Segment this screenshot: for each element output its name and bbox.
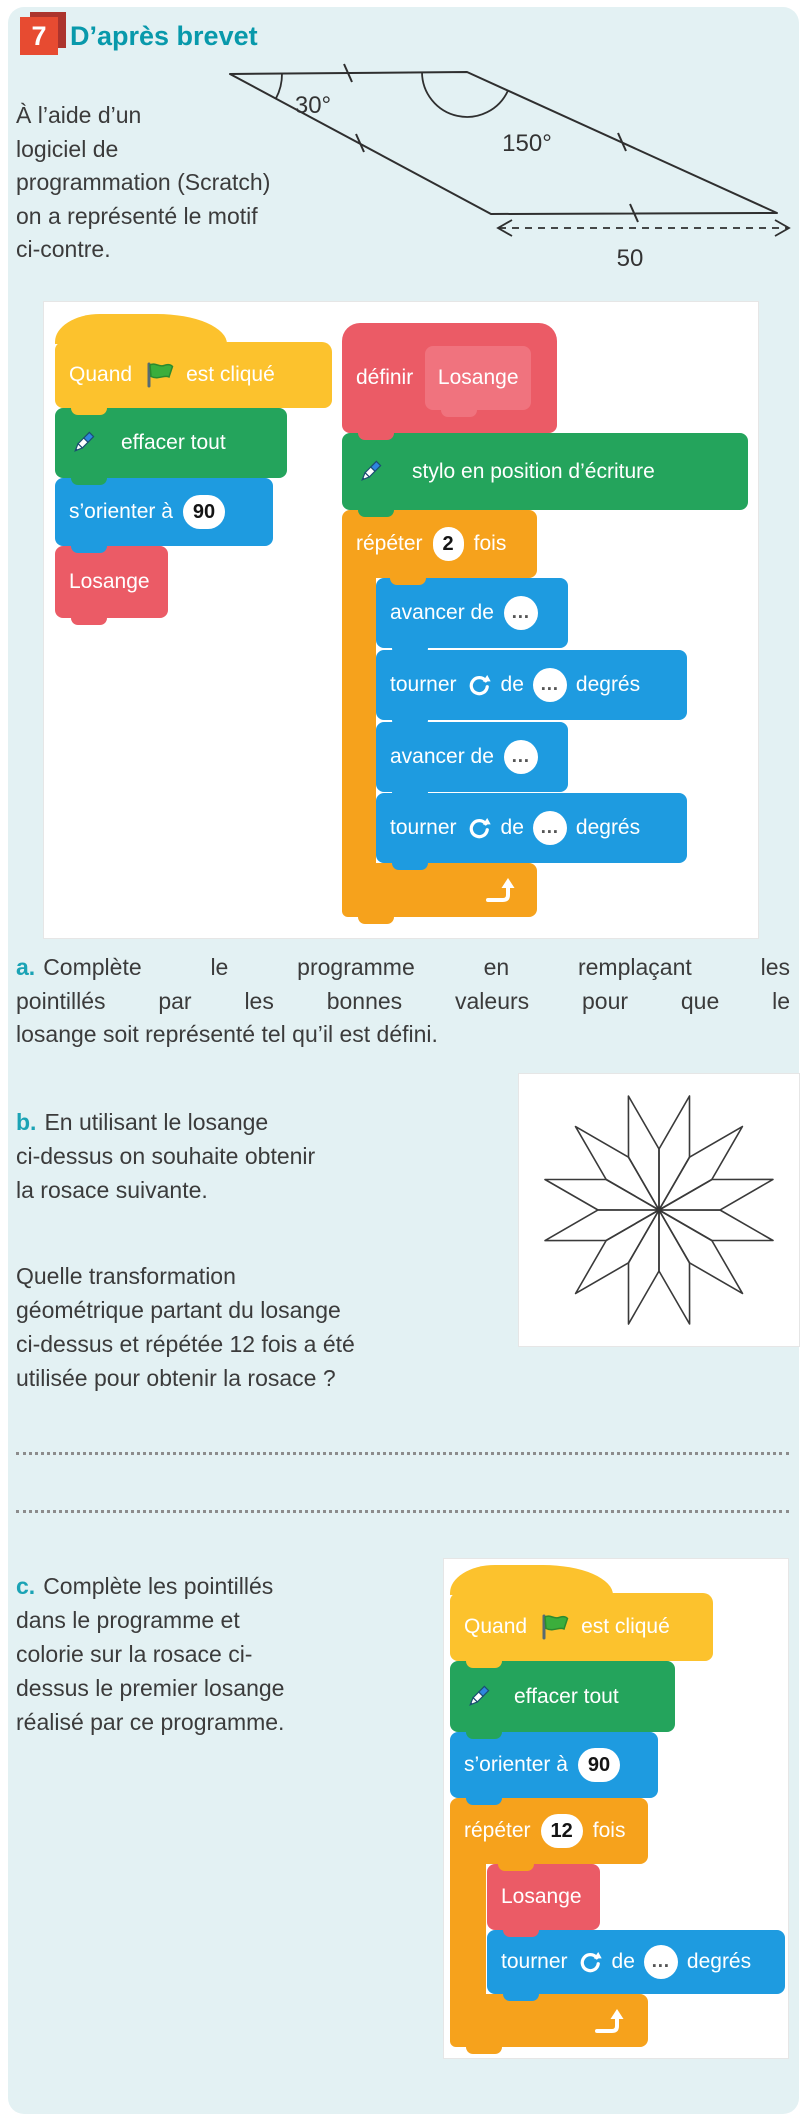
erase-all-label: effacer tout [514, 1684, 619, 1708]
question-b-line: ci-dessus et répétée 12 fois a été [16, 1331, 355, 1357]
pen-icon [464, 1683, 492, 1711]
repeat-label: répéter [464, 1819, 531, 1842]
question-b-line: la rosace suivante. [16, 1177, 208, 1203]
repeat-12-block-bottom [450, 1994, 648, 2047]
question-a-label: a. [16, 954, 36, 980]
turn-placeholder-bubble: … [533, 811, 567, 845]
orient-value-bubble: 90 [578, 1748, 620, 1782]
turn-label: tourner [501, 1950, 568, 1973]
exercise-number-badge [20, 17, 58, 55]
question-a-line: Complète le programme en remplaçant les [43, 954, 790, 980]
when-suffix-label: est cliqué [186, 363, 275, 386]
of-label: de [500, 673, 524, 696]
loop-arrow-icon [481, 874, 517, 906]
repeat-2-block-bottom [342, 863, 537, 917]
when-suffix-label: est cliqué [581, 1615, 670, 1638]
question-a-line: losange soit représenté tel qu’il est défini. [16, 1021, 438, 1047]
orient-label: s’orienter à [464, 1753, 568, 1776]
repeat-count-bubble: 12 [541, 1814, 583, 1848]
losange-call-label: Losange [501, 1885, 582, 1908]
question-c-label: c. [16, 1573, 36, 1599]
define-name-pill [425, 346, 531, 410]
green-flag-icon [537, 1613, 571, 1641]
turn-placeholder-bubble: … [644, 1945, 678, 1979]
degrees-label: degrés [575, 673, 641, 696]
erase-all-label: effacer tout [121, 431, 226, 454]
question-b-line: géométrique partant du losange [16, 1297, 341, 1323]
define-label: définir [356, 366, 414, 389]
rosace-figure [519, 1074, 799, 1346]
question-b-label: b. [16, 1109, 37, 1135]
move-block-2 [376, 722, 568, 792]
rosace-figure-box [518, 1073, 800, 1347]
intro-line: programmation (Scratch) [16, 169, 271, 195]
losange-call-block [487, 1864, 600, 1930]
question-c-line: réalisé par ce programme. [16, 1709, 285, 1735]
erase-all-block [55, 408, 287, 478]
answer-dotted-line [16, 1452, 789, 1455]
pen-icon [356, 458, 384, 486]
parallelogram-figure [185, 50, 803, 295]
answer-dotted-line [16, 1510, 789, 1513]
question-b-line: En utilisant le losange [44, 1109, 269, 1135]
intro-line: À l’aide d’un [16, 102, 142, 128]
intro-line: ci-contre. [16, 236, 111, 262]
angle-label-30: 30° [294, 92, 332, 119]
move-label: avancer de [390, 601, 494, 624]
move-placeholder-bubble: … [504, 596, 538, 630]
turn-block-2 [376, 793, 687, 863]
intro-line: logiciel de [16, 135, 119, 162]
green-flag-icon [142, 361, 176, 389]
question-b-question [16, 1259, 516, 1395]
losange-call-block [55, 546, 168, 618]
losange-call-label: Losange [69, 570, 150, 593]
question-b-line: utilisée pour obtenir la rosace ? [16, 1365, 336, 1391]
orient-value-bubble: 90 [183, 495, 225, 529]
when-flag-clicked-block [55, 342, 332, 408]
question-a-line: pointillés par les bonnes valeurs pour que le [16, 987, 790, 1014]
when-prefix-label: Quand [464, 1615, 528, 1638]
repeat-block-arm [450, 1864, 486, 1994]
turn-clockwise-icon [466, 815, 492, 841]
question-c [16, 1569, 446, 1739]
exercise-number: 7 [31, 20, 47, 51]
times-label: fois [592, 1819, 626, 1842]
length-label-50: 50 [616, 245, 644, 272]
define-name-label: Losange [437, 366, 519, 389]
turn-placeholder-bubble: … [533, 668, 567, 702]
question-c-line: dessus le premier losange [16, 1675, 285, 1701]
question-b-line: Quelle transformation [16, 1263, 236, 1289]
repeat-12-block-top [450, 1798, 648, 1864]
intro-line: on a représenté le motif [16, 202, 258, 229]
when-flag-clicked-block [450, 1593, 713, 1661]
erase-all-block [450, 1661, 675, 1732]
of-label: de [611, 1950, 635, 1973]
when-prefix-label: Quand [69, 363, 133, 386]
question-c-line: Complète les pointillés [43, 1573, 274, 1599]
turn-label: tourner [390, 816, 457, 839]
repeat-2-block-top [342, 510, 537, 578]
turn-clockwise-icon [577, 1949, 603, 1975]
of-label: de [500, 816, 524, 839]
repeat-label: répéter [356, 532, 423, 555]
repeat-block-arm [342, 578, 376, 863]
question-c-line: dans le programme et [16, 1607, 240, 1633]
orient-block [55, 478, 273, 546]
question-c-line: colorie sur la rosace ci- [16, 1641, 253, 1667]
degrees-label: degrés [686, 1950, 752, 1973]
repeat-count-bubble: 2 [433, 527, 464, 561]
turn-clockwise-icon [466, 672, 492, 698]
turn-label: tourner [390, 673, 457, 696]
move-placeholder-bubble: … [504, 740, 538, 774]
define-losange-hat-block [342, 323, 557, 433]
exercise-title: D’après brevet [70, 21, 258, 51]
orient-block [450, 1732, 658, 1798]
question-b-line: ci-dessus on souhaite obtenir [16, 1143, 316, 1169]
degrees-label: degrés [575, 816, 641, 839]
move-block-1 [376, 578, 568, 648]
pen-down-label: stylo en position d’écriture [412, 459, 655, 483]
pen-down-block [342, 433, 748, 510]
turn-block-1 [376, 650, 687, 720]
turn-block-rosace [487, 1930, 785, 1994]
angle-label-150: 150° [502, 130, 552, 157]
question-a [16, 951, 790, 1052]
loop-arrow-icon [590, 2005, 626, 2037]
question-b-intro [16, 1105, 516, 1207]
orient-label: s’orienter à [69, 500, 173, 523]
times-label: fois [473, 532, 507, 555]
move-label: avancer de [390, 745, 494, 768]
pen-icon [69, 429, 97, 457]
